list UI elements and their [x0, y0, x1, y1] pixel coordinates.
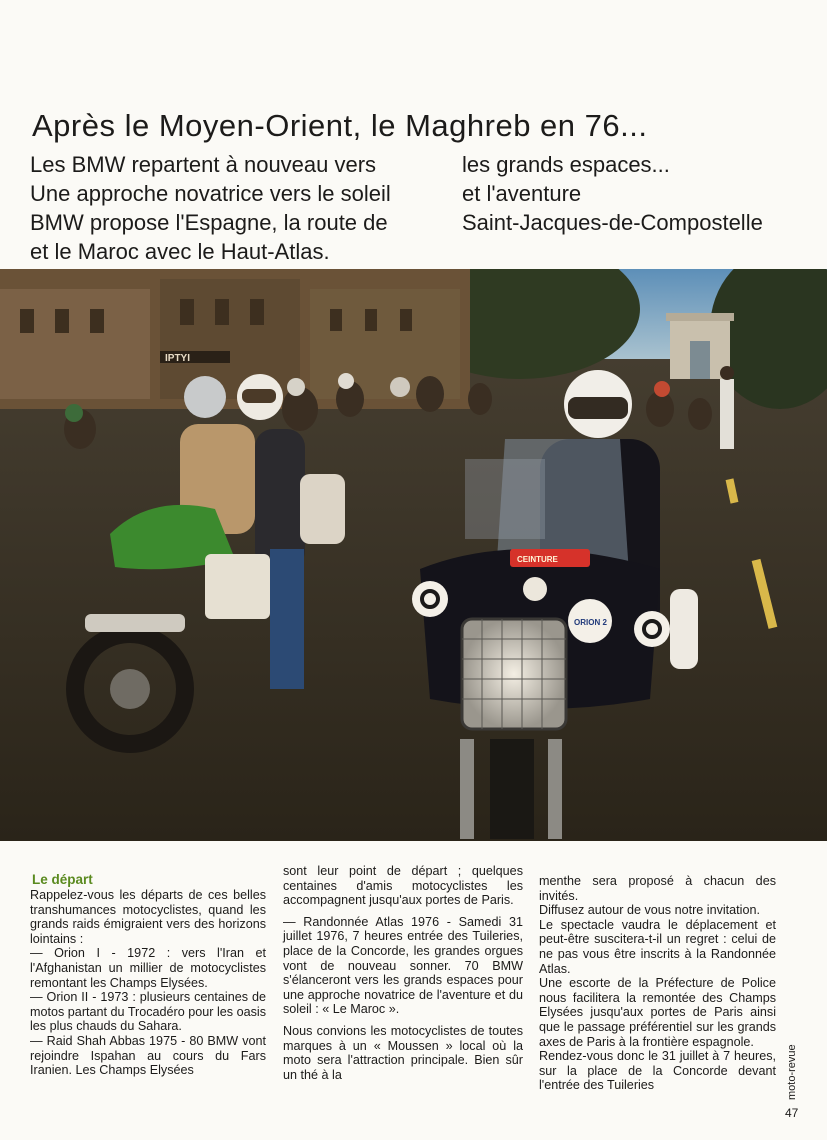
motorcycle-rally-photo [0, 269, 827, 841]
paragraph: menthe sera proposé à chacun des invités. [539, 874, 776, 903]
paragraph: Diffusez autour de vous notre invitation. [539, 903, 760, 918]
paragraph: Rappelez-vous les départs de ces belles transhumances motocyclistes, quand les grands raids émigraient vers des horizons lointains : [30, 888, 266, 946]
paragraph: Une escorte de la Préfecture de Police nous facilitera la remontée des Champs Elysées jusqu'aux portes de Paris ainsi que le passage préférentiel sur les grands axes de Paris à la frontière espagnole. [539, 976, 776, 1049]
sticker-ceinture: CEINTURE [517, 555, 558, 564]
magazine-name [786, 1040, 800, 1100]
subtitle-right: les grands espaces... [462, 152, 670, 177]
subtitle-line [30, 179, 820, 208]
paragraph: — Orion I - 1972 : vers l'Iran et l'Afghanistan un millier de motocyclistes remontant les Champs Elysées. [30, 946, 266, 990]
paragraph: Le spectacle vaudra le déplacement et peut-être suscitera-t-il un regret : celui de ne pas vous être inscrits à la Randonnée Atlas. [539, 917, 776, 976]
subtitle-block [30, 150, 820, 266]
subtitle-right: Saint-Jacques-de-Compostelle [462, 210, 763, 235]
page-number: 47 [785, 1106, 799, 1120]
watermark [465, 459, 545, 539]
subtitle-line [30, 208, 820, 237]
paragraph: Rendez-vous donc le 31 juillet à 7 heures, sur la place de la Concorde devant l'entrée des Tuileries [539, 1049, 776, 1093]
subtitle-left: Les BMW repartent à nouveau vers [30, 152, 377, 177]
article-title: Après le Moyen-Orient, le Maghreb en 76... [32, 108, 648, 143]
paragraph: sont leur point de départ ; quelques centaines d'amis motocyclistes les accompagnent jusqu'aux portes de Paris. [283, 864, 523, 908]
subtitle-left: et le Maroc avec le Haut-Atlas. [30, 239, 330, 264]
subtitle-left: BMW propose l'Espagne, la route de [30, 210, 388, 235]
paragraph: — Orion II - 1973 : plusieurs centaines de motos partant du Trocadéro pour les oasis les plus chauds du Sahara. [30, 990, 266, 1034]
subtitle-right: et l'aventure [462, 181, 582, 206]
section-heading: Le départ [32, 872, 93, 887]
sticker-orion: ORION 2 [574, 618, 607, 627]
article-column-3 [539, 874, 776, 1093]
paragraph: — Randonnée Atlas 1976 - Samedi 31 juillet 1976, 7 heures entrée des Tuileries, place de la Concorde, les grandes orgues vont de nouveau sonner. 70 BMW s'élanceront vers les grands espaces pour une approche novatrice de l'aventure et du soleil : « Le Maroc ». [283, 914, 523, 1017]
article-column-1 [30, 872, 266, 1078]
subtitle-line [30, 150, 820, 179]
subtitle-left: Une approche novatrice vers le soleil [30, 181, 391, 206]
magazine-name-text: moto-revue [786, 1044, 798, 1100]
shop-sign: IPTYI [165, 353, 191, 364]
photo-illustration [0, 269, 827, 841]
subtitle-line [30, 237, 820, 266]
paragraph: Nous convions les motocyclistes de toutes marques à un « Moussen » local où la moto sera l'attraction principale. Bien sûr un thé à la [283, 1023, 523, 1082]
paragraph: — Raid Shah Abbas 1975 - 80 BMW vont rejoindre Ispahan au cours du Fars Iranien. Les Champs Elysées [30, 1033, 266, 1078]
article-column-2 [283, 864, 523, 1082]
